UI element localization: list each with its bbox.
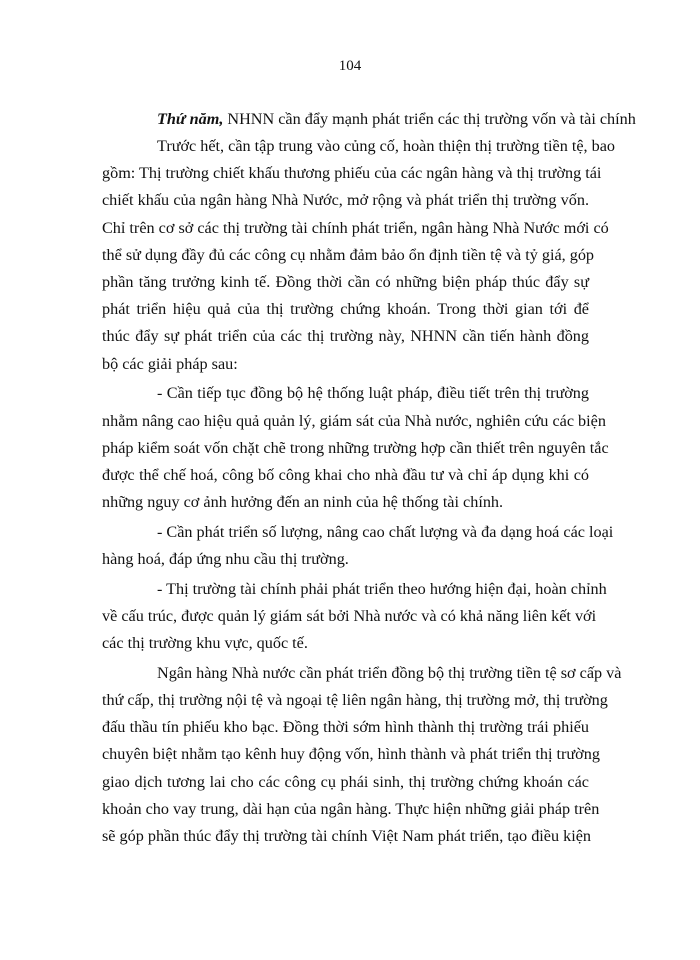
text-line: các thị trường khu vực, quốc tế. [102, 634, 308, 653]
text-line: phát triển hiệu quả của thị trường chứng khoán. Trong thời gian tới để [102, 300, 589, 319]
text-line: - Cần phát triển số lượng, nâng cao chất lượng và đa dạng hoá các loại [157, 522, 614, 541]
text-line: về cấu trúc, được quản lý giám sát bởi Nhà nước và có khả năng liên kết với [102, 606, 597, 625]
text-line: Trước hết, cần tập trung vào củng cố, hoàn thiện thị trường tiền tệ, bao [157, 137, 615, 155]
text-line: - Cần tiếp tục đồng bộ hệ thống luật pháp, điều tiết trên thị trường [157, 384, 589, 403]
text-line: Ngân hàng Nhà nước cần phát triển đồng bộ thị trường tiền tệ sơ cấp và [157, 663, 622, 682]
text-line: chiết khấu của ngân hàng Nhà Nước, mở rộng và phát triển thị trường vốn. [102, 191, 589, 210]
paragraph [102, 133, 615, 378]
page-number: 104 [338, 58, 362, 74]
heading-text: NHNN cần đẩy mạnh phát triển các thị trường vốn và tài chính [223, 110, 636, 128]
text-line: thúc đẩy sự phát triển của các thị trường này, NHNN cần tiến hành đồng [102, 327, 589, 346]
text-line: gồm: Thị trường chiết khấu thương phiếu của các ngân hàng và thị trường tái [102, 164, 602, 183]
text-line: chuyên biệt nhằm tạo kênh huy động vốn, hình thành và phát triển thị trường [102, 745, 600, 764]
text-line: sẽ góp phần thúc đẩy thị trường tài chính Việt Nam phát triển, tạo điều kiện [102, 827, 591, 846]
text-line: Chỉ trên cơ sở các thị trường tài chính phát triển, ngân hàng Nhà Nước mới có [102, 218, 609, 237]
text-line: hàng hoá, đáp ứng nhu cầu thị trường. [102, 550, 349, 568]
text-line: phần tăng trưởng kinh tế. Đồng thời cần có những biện pháp thúc đẩy sự [102, 273, 589, 292]
text-line: những nguy cơ ảnh hưởng đến an ninh của hệ thống tài chính. [102, 493, 504, 512]
paragraph [102, 660, 622, 850]
paragraph [102, 380, 609, 516]
text-line: bộ các giải pháp sau: [102, 354, 238, 373]
text-line: thể sử dụng đầy đủ các công cụ nhằm đảm bảo ổn định tiền tệ và tỷ giá, góp [102, 245, 595, 264]
text-line: được thể chế hoá, công bố công khai cho nhà đầu tư và chỉ áp dụng khi có [102, 465, 589, 484]
text-line: - Thị trường tài chính phải phát triển theo hướng hiện đại, hoàn chỉnh [157, 579, 607, 598]
paragraph [102, 519, 614, 573]
text-line: giao dịch tương lai cho các công cụ phái sinh, thị trường chứng khoán các [102, 772, 589, 791]
text-line: đấu thầu tín phiếu kho bạc. Đồng thời sớm hình thành thị trường trái phiếu [102, 718, 589, 737]
section-heading [157, 106, 636, 133]
text-line: pháp kiểm soát vốn chặt chẽ trong những trường hợp cần thiết trên nguyên tắc [102, 438, 609, 457]
text-line: thứ cấp, thị trường nội tệ và ngoại tệ liên ngân hàng, thị trường mở, thị trường [102, 691, 608, 709]
text-line: khoản cho vay trung, dài hạn của ngân hàng. Thực hiện những giải pháp trên [102, 799, 600, 818]
heading-lead: Thứ năm, [157, 110, 224, 128]
paragraph [102, 576, 607, 658]
text-line: nhằm nâng cao hiệu quả quản lý, giám sát của Nhà nước, nghiên cứu các biện [102, 411, 606, 430]
